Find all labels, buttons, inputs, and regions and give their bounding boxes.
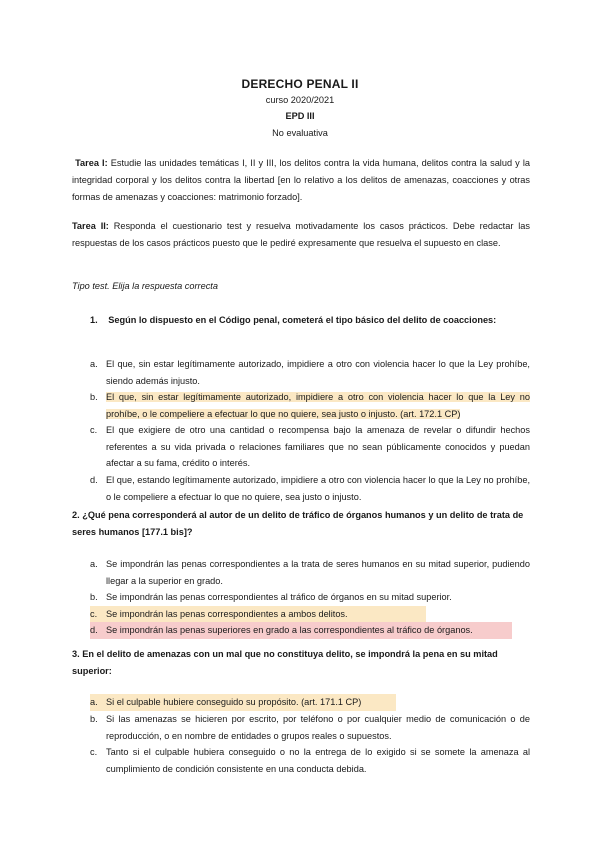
- q3-option-c[interactable]: [90, 744, 530, 777]
- option-text: El que, sin estar legítimamente autorizado, impidiere a otro con violencia hacer lo que la Ley prohíbe, siendo además injusto.: [106, 359, 530, 386]
- q1-option-d[interactable]: [90, 472, 530, 505]
- tarea-2-text: Responda el cuestionario test y resuelva motivadamente los casos prácticos. Debe redactar las respuestas de los casos prácticos puesto que le pediré expresamente que resuelva el supuesto en clase.: [72, 221, 530, 248]
- option-text: Se impondrán las penas superiores en grado a las correspondientes al tráfico de órganos.: [106, 625, 473, 635]
- option-text: El que exigiere de otro una cantidad o recompensa bajo la amenaza de revelar o difundir hechos referentes a su vida privada o relaciones familiares que no sean públicamente conocidos y puedan afectar a su fama, crédito o interés.: [106, 425, 530, 468]
- option-text-wrap: [106, 389, 530, 422]
- question-2: 2. ¿Qué pena corresponderá al autor de un delito de tráfico de órganos humanos y un delito de trata de seres humanos [177.1 bis]?: [72, 510, 524, 537]
- option-label: d.: [90, 475, 98, 485]
- option-label: a.: [90, 359, 98, 369]
- document-title: DERECHO PENAL II: [241, 77, 359, 91]
- epd-label: EPD III: [285, 111, 315, 121]
- tarea-2: [72, 218, 530, 252]
- option-text: Tanto si el culpable hubiera conseguido o no la entrega de lo exigido si se somete la amenaza al cumplimiento de condición consistente en una conducta debida.: [106, 747, 530, 774]
- option-text: Si las amenazas se hicieren por escrito, por teléfono o por cualquier medio de comunicación o de reproducción, o en nombre de entidades o grupos reales o supuestos.: [106, 714, 530, 741]
- q2-option-a[interactable]: [90, 556, 530, 589]
- question-3: 3. En el delito de amenazas con un mal que no constituya delito, se impondrá la pena en su mitad superior:: [72, 649, 498, 676]
- option-text: Se impondrán las penas correspondientes a la trata de seres humanos en su mitad superior, pudiendo llegar a la superior en grado.: [106, 559, 530, 586]
- evaluation-note: No evaluativa: [272, 128, 328, 138]
- option-label: c.: [90, 425, 98, 435]
- test-intro: Tipo test. Elija la respuesta correcta: [72, 281, 218, 291]
- question-1: [90, 312, 530, 329]
- q2-option-d[interactable]: [90, 622, 512, 639]
- q2-option-c[interactable]: [90, 606, 426, 623]
- option-label: b.: [90, 714, 98, 724]
- q3-option-b[interactable]: [90, 711, 530, 744]
- q1-option-b[interactable]: [90, 389, 530, 422]
- option-text: Se impondrán las penas correspondientes al tráfico de órganos en su mitad superior.: [106, 592, 452, 602]
- option-text: El que, sin estar legítimamente autorizado, impidiere a otro con violencia hacer lo que la Ley no prohíbe, o le compeliere a efectuar lo que no quiere, sea justo o injusto. (art. 172.1 CP): [106, 392, 530, 419]
- option-text: Si el culpable hubiere conseguido su propósito. (art. 171.1 CP): [106, 697, 362, 707]
- option-label: c.: [90, 747, 98, 757]
- tarea-1-text: Estudie las unidades temáticas I, II y III, los delitos contra la vida humana, delitos contra la salud y la integridad corporal y los delitos contra la libertad [en lo relativo a los delitos de amenazas, coacciones y otras formas de amenazas y coacciones: matrimonio forzado].: [72, 158, 530, 202]
- tarea-1-label: Tarea I:: [75, 158, 108, 168]
- tarea-1: [72, 155, 530, 206]
- course-year: curso 2020/2021: [265, 95, 335, 105]
- option-label: a.: [90, 697, 98, 707]
- q3-option-a[interactable]: [90, 694, 396, 711]
- tarea-2-label: Tarea II:: [72, 221, 109, 231]
- q1-option-c[interactable]: [90, 422, 530, 472]
- question-1-text: Según lo dispuesto en el Código penal, cometerá el tipo básico del delito de coacciones:: [108, 315, 497, 325]
- option-label: a.: [90, 559, 98, 569]
- option-label: d.: [90, 625, 98, 635]
- option-label: b.: [90, 592, 98, 602]
- option-label: c.: [90, 609, 98, 619]
- q2-option-b[interactable]: [90, 589, 530, 606]
- question-1-number: 1.: [90, 315, 98, 325]
- q1-option-a[interactable]: [90, 356, 530, 389]
- option-text: El que, estando legítimamente autorizado, impidiere a otro con violencia hacer lo que la Ley no prohíbe, o le compeliere a efectuar lo que no quiere, sea justo o injusto.: [106, 475, 530, 502]
- option-label: b.: [90, 392, 98, 402]
- option-text: Se impondrán las penas correspondientes a ambos delitos.: [106, 609, 348, 619]
